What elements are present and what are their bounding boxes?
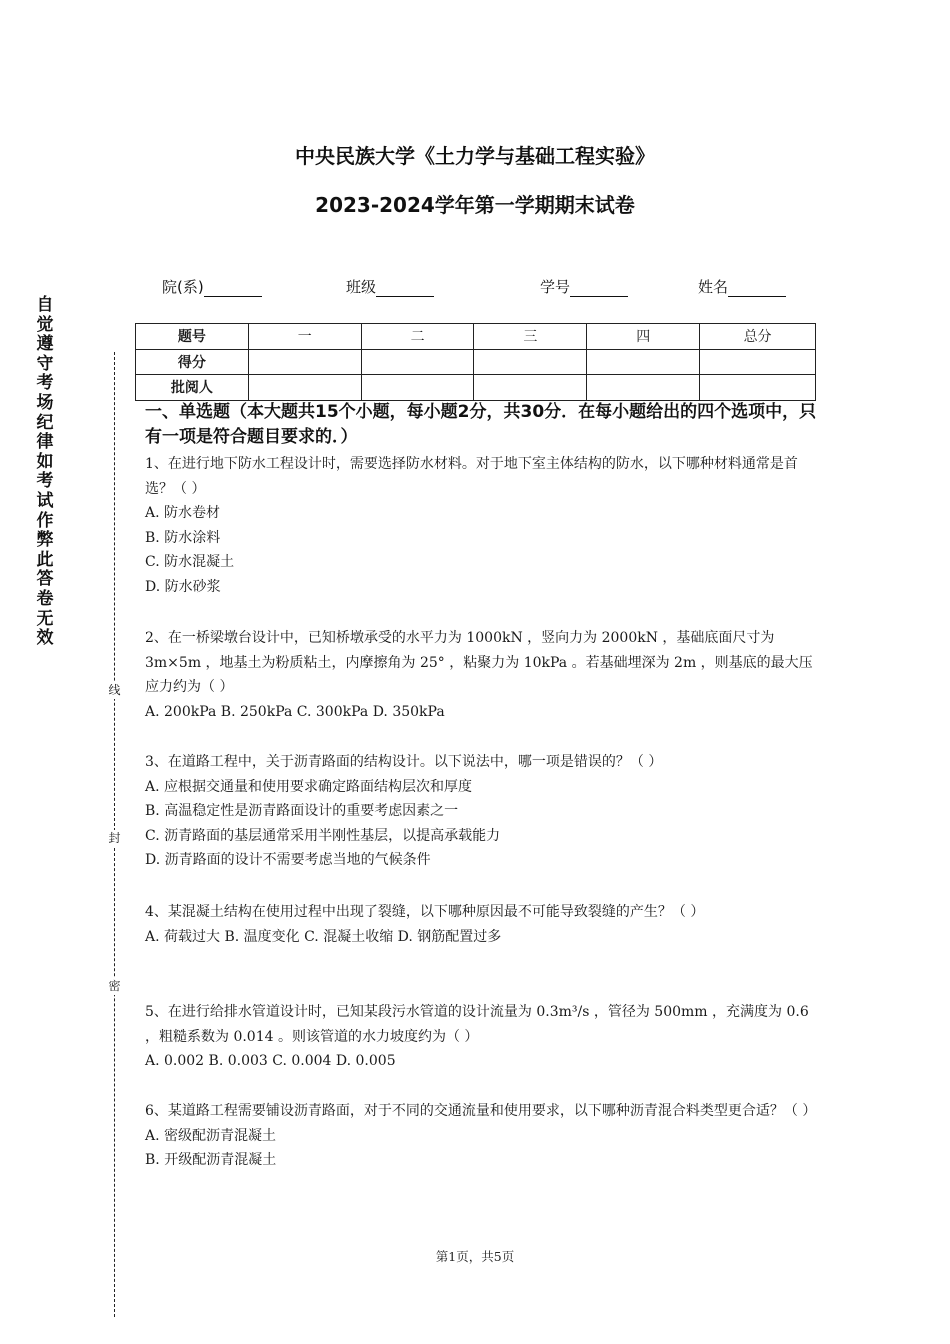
option[interactable]: D. 沥青路面的设计不需要考虑当地的气候条件 [145, 852, 431, 868]
option[interactable]: A. 密级配沥青混凝土 [145, 1127, 277, 1144]
side-notice-char: 弊 [36, 530, 54, 551]
side-notice-char: 如 [36, 451, 54, 472]
side-notice-char: 卷 [36, 588, 54, 609]
side-notice [33, 296, 57, 649]
side-notice-char: 律 [36, 432, 54, 453]
question-4 [145, 900, 817, 949]
header-cell: 二 [361, 324, 474, 350]
grader-cell[interactable] [361, 375, 474, 401]
question-1 [145, 452, 817, 599]
side-notice-char: 试 [36, 490, 54, 511]
question-stem: 1、在进行地下防水工程设计时，需要选择防水材料。对于地下室主体结构的防水，以下哪种材料通常是首选？（ ） [145, 456, 798, 497]
score-table [135, 323, 816, 401]
grader-cell[interactable] [587, 375, 700, 401]
option[interactable]: C. 沥青路面的基层通常采用半刚性基层，以提高承载能力 [145, 827, 501, 844]
side-notice-char: 效 [36, 628, 54, 649]
exam-subtitle: 2023-2024学年第一学期期末试卷 [315, 193, 635, 217]
option[interactable]: A. 防水卷材 [145, 505, 221, 521]
option[interactable]: A. 200kPa B. 250kPa C. 300kPa D. 350kPa [145, 703, 445, 720]
student-id-blank[interactable] [570, 282, 628, 297]
grader-cell[interactable] [474, 375, 587, 401]
score-cell[interactable] [474, 349, 587, 375]
header-cell: 一 [248, 324, 361, 350]
header-cell: 总分 [700, 324, 816, 350]
option[interactable]: A. 0.002 B. 0.003 C. 0.004 D. 0.005 [145, 1053, 396, 1069]
score-cell[interactable] [700, 349, 816, 375]
side-notice-char: 自 [36, 295, 54, 315]
score-cell[interactable] [248, 349, 361, 375]
question-2 [145, 626, 817, 724]
question-6 [145, 1099, 817, 1173]
side-notice-char: 觉 [36, 314, 54, 335]
info-student-id: 学号 [540, 276, 628, 297]
grader-row [136, 375, 816, 401]
info-department: 院(系) [162, 276, 262, 297]
question-5 [145, 1000, 817, 1074]
name-blank[interactable] [728, 282, 786, 297]
side-notice-char: 此 [36, 549, 54, 570]
info-name: 姓名 [698, 276, 786, 297]
seal-char-mi: 密 [106, 978, 123, 995]
side-notice-char: 答 [36, 569, 54, 590]
grader-cell[interactable] [248, 375, 361, 401]
side-notice-char: 作 [36, 510, 54, 531]
option[interactable]: A. 荷载过大 B. 温度变化 C. 混凝土收缩 D. 钢筋配置过多 [145, 928, 502, 945]
side-notice-char: 考 [36, 373, 54, 394]
header-cell: 题号 [136, 324, 249, 350]
section-title: 一、单选题（本大题共15个小题，每小题2分，共30分．在每小题给出的四个选项中，只有一项是符合题目要求的．） [145, 402, 817, 447]
question-stem: 6、某道路工程需要铺设沥青路面，对于不同的交通流量和使用要求，以下哪种沥青混合料类型更合适？（ ） [145, 1103, 817, 1119]
option[interactable]: D. 防水砂浆 [145, 578, 221, 595]
seal-char-xian: 线 [106, 682, 123, 699]
score-cell[interactable] [361, 349, 474, 375]
row-label: 得分 [136, 349, 249, 375]
question-stem: 3、在道路工程中，关于沥青路面的结构设计。以下说法中，哪一项是错误的？（ ） [145, 754, 663, 770]
department-blank[interactable] [204, 282, 262, 297]
side-notice-char: 无 [36, 608, 54, 629]
grader-cell[interactable] [700, 375, 816, 401]
row-label: 批阅人 [136, 375, 249, 401]
option[interactable]: B. 防水涂料 [145, 529, 221, 546]
option[interactable]: B. 开级配沥青混凝土 [145, 1152, 277, 1168]
seal-char-feng: 封 [106, 830, 123, 847]
side-notice-char: 守 [36, 353, 54, 374]
question-stem: 2、在一桥梁墩台设计中，已知桥墩承受的水平力为 1000kN ，竖向力为 2000kN ，基础底面尺寸为 3m×5m ，地基土为粉质粘土，内摩擦角为 25° ，粘聚力为 10kPa 。若基础埋深为 2m ，则基底的最大压应力约为（ ） [145, 630, 813, 695]
side-notice-char: 遵 [36, 334, 54, 355]
question-stem: 4、某混凝土结构在使用过程中出现了裂缝，以下哪种原因最不可能导致裂缝的产生？（ ） [145, 904, 705, 920]
side-notice-char: 场 [36, 392, 54, 413]
exam-title: 中央民族大学《土力学与基础工程实验》 [295, 144, 655, 168]
class-blank[interactable] [376, 282, 434, 297]
side-notice-char: 考 [36, 471, 54, 492]
header-cell: 四 [587, 324, 700, 350]
info-class: 班级 [346, 276, 434, 297]
option[interactable]: C. 防水混凝土 [145, 554, 235, 570]
score-row [136, 349, 816, 375]
question-stem: 5、在进行给排水管道设计时，已知某段污水管道的设计流量为 0.3m³/s ，管径为 500mm ，充满度为 0.6 ，粗糙系数为 0.014 。则该管道的水力坡度约为（ ） [145, 1004, 809, 1045]
score-cell[interactable] [587, 349, 700, 375]
option[interactable]: B. 高温稳定性是沥青路面设计的重要考虑因素之一 [145, 803, 459, 819]
side-notice-char: 纪 [36, 412, 54, 433]
header-cell: 三 [474, 324, 587, 350]
option[interactable]: A. 应根据交通量和使用要求确定路面结构层次和厚度 [145, 778, 473, 795]
question-3 [145, 750, 817, 873]
score-table-header-row [136, 324, 816, 350]
page-footer: 第1页，共5页 [435, 1249, 515, 1264]
